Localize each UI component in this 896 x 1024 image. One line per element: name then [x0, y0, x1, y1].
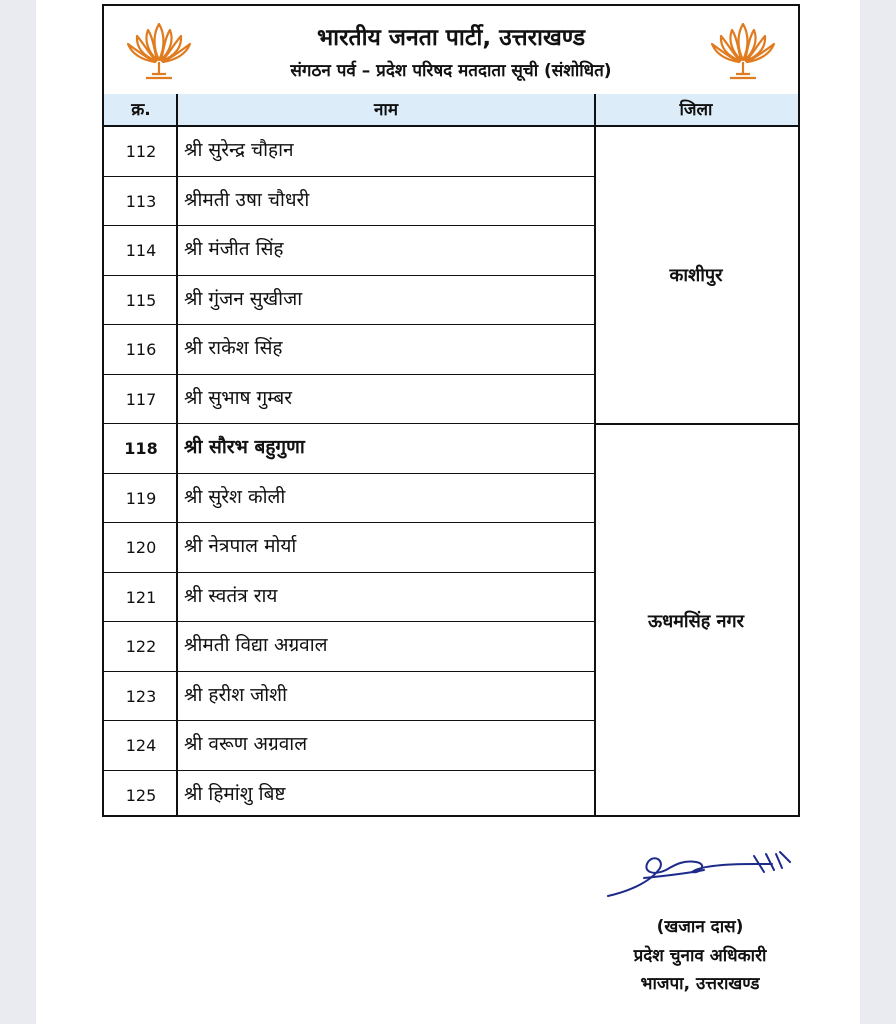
member-name: श्री नेत्रपाल मोर्या [184, 535, 297, 557]
column-divider [594, 94, 596, 815]
district-divider [594, 423, 798, 425]
district-udham-singh-nagar: ऊधमसिंह नगर [647, 611, 745, 632]
signatory-name: (खजान दास) [656, 917, 744, 937]
member-name: श्रीमती विद्या अग्रवाल [184, 634, 328, 656]
serial-number: 118 [124, 439, 158, 458]
serial-number: 119 [125, 488, 157, 508]
voter-list-table [102, 4, 800, 817]
member-name: श्री हरीश जोशी [184, 683, 288, 706]
serial-number: 114 [125, 241, 157, 260]
table-row [104, 622, 594, 672]
table-row [104, 771, 594, 821]
lotus-icon [708, 18, 778, 84]
table-row [104, 325, 594, 375]
serial-number: 122 [125, 637, 157, 656]
table-row [104, 523, 594, 573]
column-header-name: नाम [178, 94, 594, 127]
member-name: श्री सुभाष गुम्बर [184, 386, 293, 409]
serial-number: 125 [125, 785, 157, 805]
serial-number: 124 [125, 736, 157, 755]
table-row [104, 127, 594, 177]
serial-number: 116 [125, 340, 157, 359]
serial-number: 113 [125, 191, 157, 211]
member-name: श्री मंजीत सिंह [184, 238, 284, 260]
member-name: श्री सुरेश कोली [184, 485, 286, 508]
document-subtitle: संगठन पर्व – प्रदेश परिषद मतदाता सूची (संशोधित) [290, 61, 612, 81]
serial-number: 117 [125, 389, 157, 409]
table-row [104, 226, 594, 276]
table-row [104, 672, 594, 722]
signatory-designation: प्रदेश चुनाव अधिकारी [633, 946, 767, 966]
district-kashipur: काशीपुर [669, 265, 723, 286]
table-row [104, 721, 594, 771]
member-name: श्री सुरेन्द्र चौहान [184, 139, 294, 161]
column-header-district: जिला [594, 94, 798, 127]
serial-number: 121 [125, 587, 157, 607]
table-row [104, 424, 594, 474]
serial-number: 112 [125, 142, 157, 161]
table-row [104, 573, 594, 623]
member-name: श्रीमती उषा चौधरी [184, 188, 310, 211]
column-header-serial: क्र. [104, 94, 178, 127]
member-name: श्री गुंजन सुखीजा [184, 287, 303, 310]
member-name: श्री हिमांशु बिष्ट [184, 782, 286, 805]
member-name: श्री राकेश सिंह [184, 337, 283, 359]
table-row [104, 375, 594, 425]
party-title: भारतीय जनता पार्टी, उत्तराखण्ड [316, 25, 586, 51]
signatory-organization: भाजपा, उत्तराखण्ड [640, 974, 760, 994]
signature-image [604, 846, 794, 904]
serial-number: 120 [125, 538, 157, 557]
table-body [104, 127, 594, 820]
document-header [104, 6, 798, 96]
table-row [104, 474, 594, 524]
serial-number: 123 [125, 686, 157, 706]
member-name: श्री वरूण अग्रवाल [184, 733, 308, 755]
member-name: श्री सौरभ बहुगुणा [184, 436, 305, 458]
serial-number: 115 [125, 290, 157, 310]
table-row [104, 276, 594, 326]
table-row [104, 177, 594, 227]
member-name: श्री स्वतंत्र राय [184, 584, 278, 607]
